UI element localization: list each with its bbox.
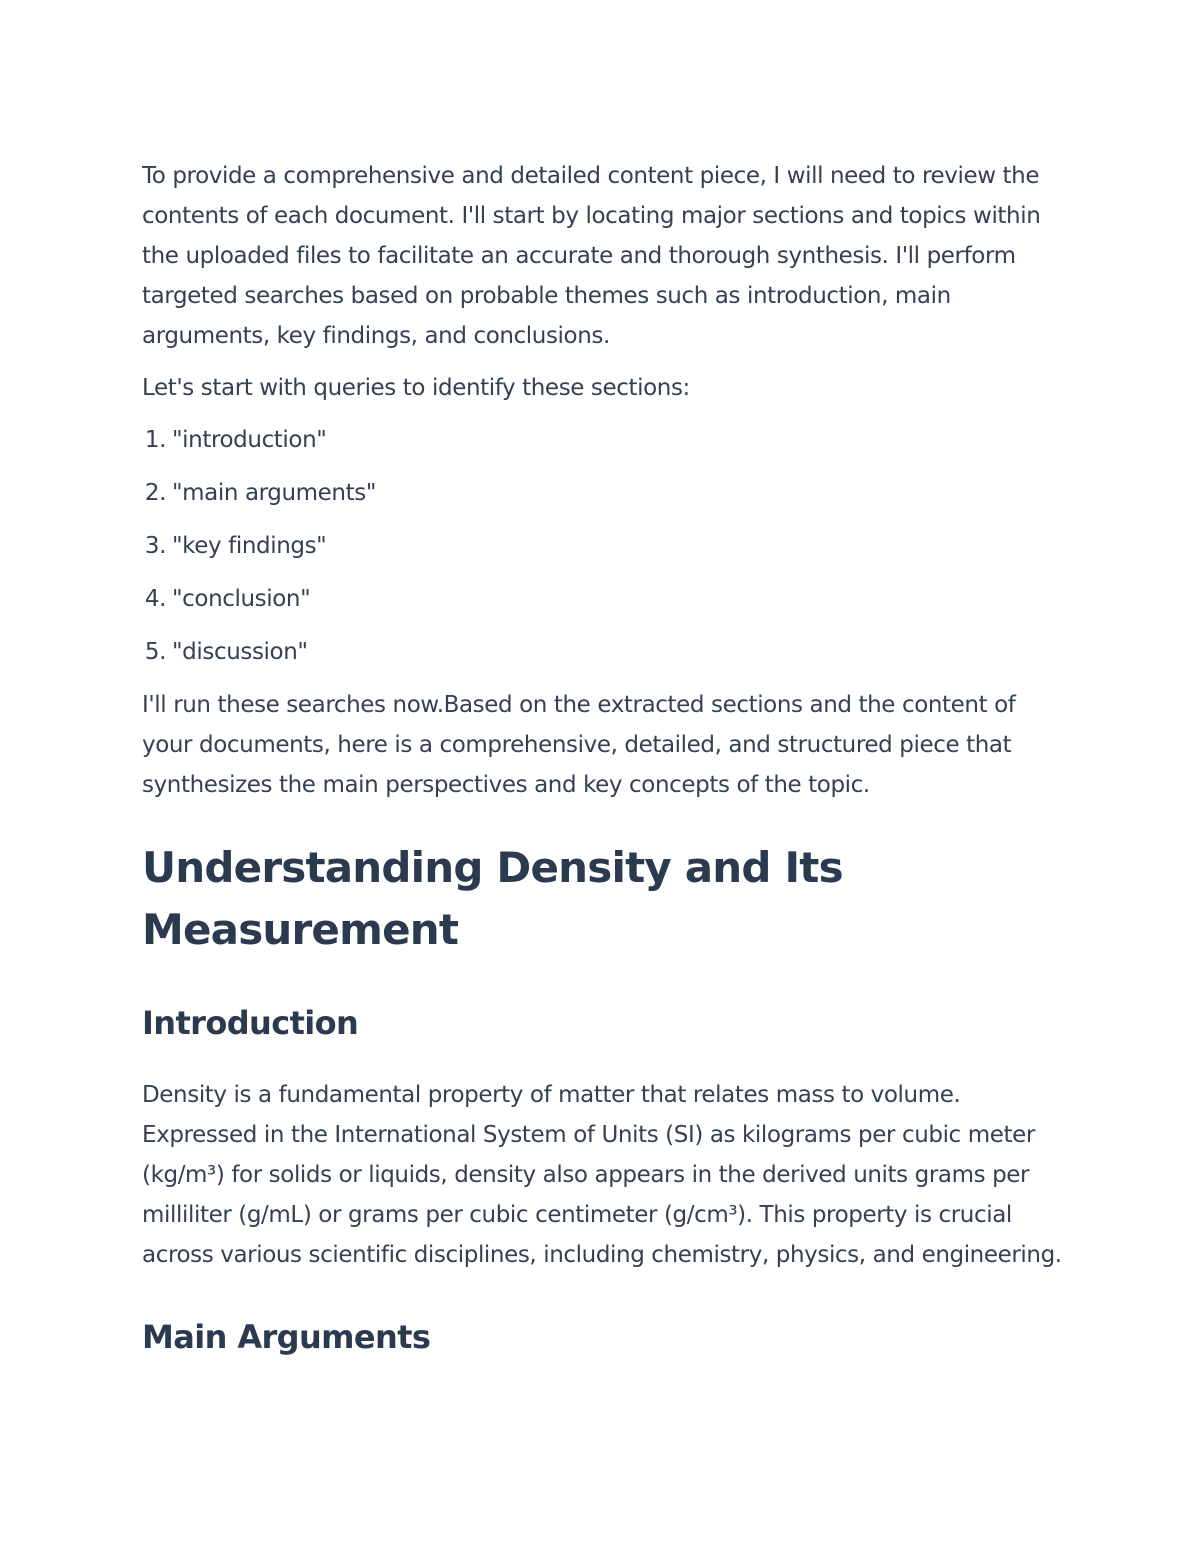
list-item [142, 420, 1067, 460]
list-item-text: "conclusion" [172, 586, 311, 612]
list-item-text: "discussion" [172, 639, 308, 665]
list-item-text: "introduction" [172, 427, 327, 453]
introduction-body: Density is a fundamental property of matter that relates mass to volume. Expressed in the International System of Units (SI) as kilograms per cubic meter (kg/m³) for solids or liquids, density also appears in the derived units grams per milliliter (g/mL) or grams per cubic centimeter (g/cm³). This property is crucial across various scientific disciplines, including chemistry, physics, and engineering. [142, 1082, 1062, 1268]
query-list [142, 420, 1067, 672]
list-item-number: 2. [144, 480, 166, 506]
intro-paragraph: To provide a comprehensive and detailed content piece, I will need to review the contents of each document. I'll start by locating major sections and topics within the uploaded files to facilitate an accurate and thorough synthesis. I'll perform targeted searches based on probable themes such as introduction, main arguments, key findings, and conclusions. [142, 163, 1041, 349]
list-item [142, 579, 1067, 619]
list-item [142, 632, 1067, 672]
page-title: Understanding Density and Its Measurement [142, 843, 843, 954]
list-item-number: 3. [144, 533, 166, 559]
list-item [142, 526, 1067, 566]
list-item-number: 4. [144, 586, 166, 612]
list-item-text: "key findings" [172, 533, 327, 559]
list-item-number: 1. [144, 427, 166, 453]
section-heading-introduction: Introduction [142, 1004, 359, 1042]
list-item-text: "main arguments" [172, 480, 376, 506]
document-page [142, 156, 1067, 1359]
run-searches-paragraph: I'll run these searches now.Based on the extracted sections and the content of your documents, here is a comprehensive, detailed, and structured piece that synthesizes the main perspectives and key concepts of the topic. [142, 692, 1016, 798]
list-item-number: 5. [144, 639, 166, 665]
section-heading-main-arguments: Main Arguments [142, 1318, 431, 1356]
lead-in-paragraph: Let's start with queries to identify these sections: [142, 375, 690, 401]
list-item [142, 473, 1067, 513]
